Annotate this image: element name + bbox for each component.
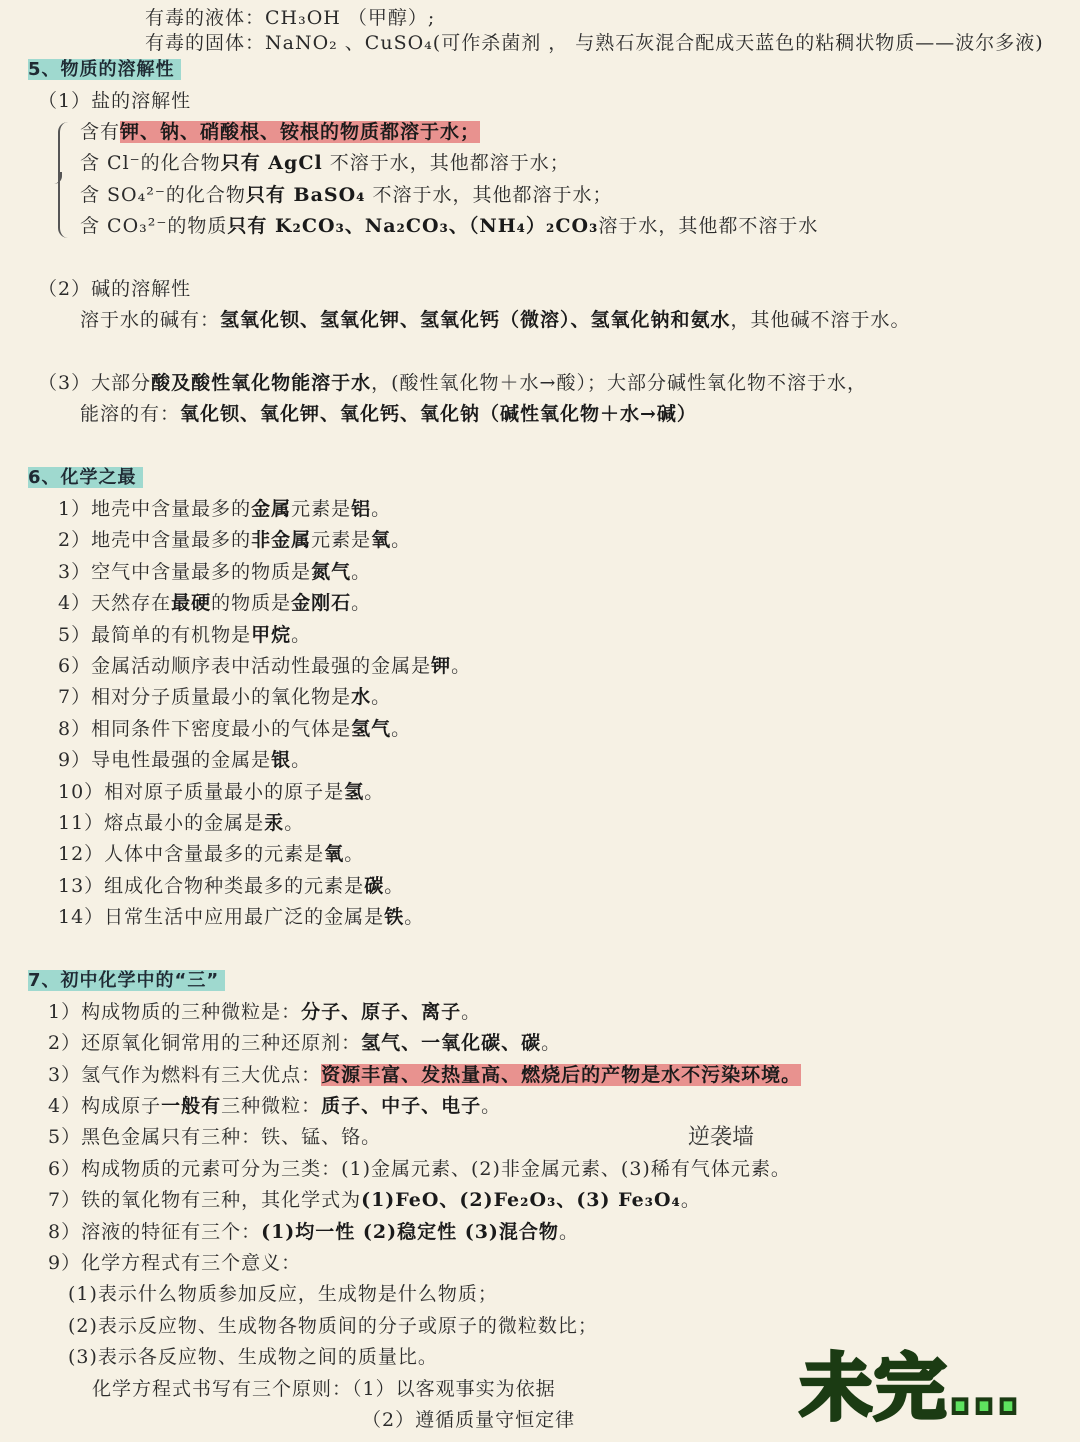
- bold-text: 氢: [344, 780, 365, 803]
- bold-text: 氢氧化钡、氢氧化钾、氢氧化钙（微溶）、氢氧化钠和氨水: [220, 309, 731, 331]
- text: 。: [481, 1095, 502, 1117]
- list-item: [58, 779, 384, 805]
- text: 9）化学方程式有三个意义：: [48, 1252, 302, 1274]
- text: 。: [351, 592, 372, 615]
- text: ，(酸性氧化物＋水→酸）；大部分碱性氧化物不溶于水，: [371, 372, 867, 394]
- bold-text: 只有 K₂CO₃、Na₂CO₃、（NH₄）₂CO₃: [227, 215, 599, 237]
- text: 三种微粒：: [221, 1095, 322, 1117]
- list-item: [48, 1250, 301, 1276]
- list-subitem: [68, 1313, 598, 1339]
- text: 13）组成化合物种类最多的元素是: [58, 874, 365, 897]
- text: 。: [364, 780, 385, 803]
- highlight-text: 钾、钠、硝酸根、铵根的物质都溶于水；: [120, 121, 481, 143]
- list-item: [58, 527, 411, 553]
- text: (1)表示什么物质参加反应，生成物是什么物质；: [68, 1283, 498, 1305]
- text: 溶于水的碱有：: [80, 309, 221, 331]
- text: 9）导电性最强的金属是: [58, 749, 272, 772]
- list-item: [58, 622, 311, 648]
- list-item: [48, 1219, 579, 1245]
- text: 5）黑色金属只有三种：铁、锰、铬。: [48, 1126, 382, 1148]
- text: 。: [291, 623, 312, 646]
- text: (2)表示反应物、生成物各物质间的分子或原子的微粒数比；: [68, 1315, 598, 1337]
- text: 含 SO₄²⁻的化合物: [80, 184, 246, 206]
- list-item: [48, 1187, 701, 1213]
- bold-text: 氮气: [311, 560, 352, 583]
- bold-text: 钾: [431, 655, 452, 677]
- list-item: [58, 590, 371, 616]
- text: 6）金属活动顺序表中活动性最强的金属是: [58, 655, 432, 677]
- text: 2）地壳中含量最多的: [58, 529, 252, 552]
- text: （2）碱的溶解性: [38, 278, 192, 300]
- bold-text: 铝: [351, 498, 372, 520]
- text: 4）天然存在: [58, 592, 172, 615]
- list-item: [58, 904, 424, 930]
- text: （3）大部分: [38, 372, 152, 394]
- text: 。: [371, 686, 392, 709]
- text: （1）盐的溶解性: [38, 90, 192, 112]
- text: 。: [344, 843, 365, 866]
- text: 10）相对原子质量最小的原子是: [58, 780, 345, 803]
- text: 化学方程式书写有三个原则：（1）以客观事实为依据: [92, 1378, 556, 1400]
- bold-text: 银: [271, 749, 292, 772]
- text: 能溶的有：: [80, 403, 181, 425]
- salt-rule-4: [80, 213, 818, 239]
- text: 。: [384, 874, 405, 897]
- bold-text: 只有 AgCl: [220, 152, 323, 174]
- section-title: 7、初中化学中的“三”: [28, 970, 225, 991]
- text: 1）构成物质的三种微粒是：: [48, 1001, 302, 1023]
- list-item: [58, 653, 471, 679]
- bold-text: 分子、原子、离子: [301, 1001, 462, 1023]
- text: 。: [291, 749, 312, 772]
- text: 。: [391, 717, 412, 740]
- list-subitem: [68, 1281, 498, 1307]
- salt-rule-2: [80, 150, 570, 176]
- text: 的物质是: [211, 592, 292, 615]
- bold-text: 汞: [264, 812, 285, 834]
- text: 8）溶液的特征有三个：: [48, 1221, 262, 1243]
- bold-text: 只有 BaSO₄: [245, 184, 366, 206]
- watermark: 逆袭墙: [688, 1125, 755, 1150]
- bold-text: 氧化钡、氧化钾、氧化钙、氧化钠（碱性氧化物＋水→碱）: [180, 403, 697, 425]
- text: 6）构成物质的元素可分为三类：(1)金属元素、(2)非金属元素、(3)稀有气体元素。: [48, 1158, 791, 1180]
- text: 12）人体中含量最多的元素是: [58, 843, 325, 866]
- bold-text: 金属: [251, 498, 292, 520]
- text: 。: [351, 560, 372, 583]
- base-solubility-heading: [38, 276, 191, 302]
- text: 5）最简单的有机物是: [58, 623, 252, 646]
- text: 8）相同条件下密度最小的气体是: [58, 717, 352, 740]
- text: 。: [371, 498, 392, 520]
- unfinished-stamp: 未完…: [800, 1346, 1023, 1430]
- highlight-text: [321, 1064, 801, 1086]
- text: 不溶于水，其他都溶于水；: [372, 184, 613, 206]
- bold-text: 金刚石: [291, 592, 352, 615]
- text: 3）空气中含量最多的物质是: [58, 560, 312, 583]
- bold-text: 碳: [364, 874, 385, 897]
- list-item: [58, 873, 404, 899]
- text: 。: [404, 906, 425, 929]
- bold-text: 资源丰富、发热量高、燃烧后的产物是水不污染环境: [321, 1064, 782, 1086]
- section-title: 5、物质的溶解性: [28, 59, 181, 80]
- list-item: [92, 1376, 556, 1402]
- text: 1）地壳中含量最多的: [58, 498, 252, 520]
- list-item: [48, 1093, 501, 1119]
- text: 含 CO₃²⁻的物质: [80, 215, 228, 237]
- text: 元素是: [311, 529, 372, 552]
- text: 有毒的液体：CH₃OH （甲醇）;: [145, 7, 436, 29]
- text: 含 Cl⁻的化合物: [80, 152, 221, 174]
- text: 。: [391, 529, 412, 552]
- bold-text: 氢气、一氧化碳、碳: [361, 1032, 542, 1054]
- list-item: [48, 999, 481, 1025]
- text: 。: [461, 1001, 482, 1023]
- text: 。: [558, 1221, 579, 1243]
- list-item: [48, 1030, 561, 1056]
- section-7-heading: [28, 967, 225, 994]
- bold-text: 一般有: [161, 1095, 222, 1117]
- text: 。: [781, 1064, 802, 1086]
- text: 溶于水，其他都不溶于水: [598, 215, 819, 237]
- text: 。: [680, 1189, 701, 1211]
- text: 不溶于水，其他都溶于水；: [329, 152, 570, 174]
- text: （2）遵循质量守恒定律: [362, 1409, 576, 1431]
- list-item: [58, 716, 411, 742]
- text: 4）构成原子: [48, 1095, 162, 1117]
- list-subitem: [362, 1407, 575, 1433]
- bold-text: 酸及酸性氧化物能溶于水: [151, 372, 372, 394]
- bold-text: 水: [351, 686, 372, 709]
- list-item: [58, 810, 304, 836]
- salt-solubility-heading: [38, 88, 191, 114]
- list-item: [48, 1062, 801, 1088]
- bold-text: 非金属: [251, 529, 312, 552]
- text: 7）铁的氧化物有三种，其化学式为: [48, 1189, 362, 1211]
- bold-text: 甲烷: [251, 623, 292, 646]
- text: 含有: [80, 121, 121, 143]
- text: 11）熔点最小的金属是: [58, 812, 265, 834]
- list-item: [58, 841, 364, 867]
- acid-rule: [38, 370, 867, 396]
- list-item: [58, 684, 391, 710]
- list-item: [58, 747, 311, 773]
- list-item: [48, 1156, 791, 1182]
- bold-text: (1)FeO、(2)Fe₂O₃、(3) Fe₃O₄: [361, 1189, 681, 1211]
- bold-text: 最硬: [171, 592, 212, 615]
- bold-text: 氧: [324, 843, 345, 866]
- bold-text: 质子、中子、电子: [321, 1095, 482, 1117]
- list-item: [58, 559, 371, 585]
- text: 14）日常生活中应用最广泛的金属是: [58, 906, 385, 929]
- salt-rule-3: [80, 182, 613, 208]
- text: 。: [451, 655, 472, 677]
- list-item: [48, 1124, 381, 1150]
- section-title: 6、化学之最: [28, 467, 143, 488]
- bold-text: 氢气: [351, 717, 392, 740]
- oxide-rule: [80, 401, 697, 427]
- text: 有毒的固体：NaNO₂ 、CuSO₄(可作杀菌剂 ， 与熟石灰混合配成天蓝色的粘稠状物质——波尔多液): [145, 32, 1044, 54]
- text: 2）还原氧化铜常用的三种还原剂：: [48, 1032, 362, 1054]
- toxic-solid-line: [145, 30, 1044, 56]
- bold-text: 铁: [384, 906, 405, 929]
- toxic-liquid-line: [145, 5, 435, 31]
- text: 7）相对分子质量最小的氧化物是: [58, 686, 352, 709]
- text: (3)表示各反应物、生成物之间的质量比。: [68, 1346, 438, 1368]
- text: 3）氢气作为燃料有三大优点：: [48, 1064, 322, 1086]
- list-item: [58, 496, 391, 522]
- text: 。: [284, 812, 305, 834]
- bold-text: (1)均一性 (2)稳定性 (3)混合物: [261, 1221, 559, 1243]
- section-6-heading: [28, 464, 143, 491]
- salt-rule-1: [80, 119, 480, 145]
- base-rule: [80, 307, 911, 333]
- bold-text: 氧: [371, 529, 392, 552]
- text: 元素是: [291, 498, 352, 520]
- text: ，其他碱不溶于水。: [730, 309, 911, 331]
- text: 。: [541, 1032, 562, 1054]
- section-5-heading: [28, 56, 181, 83]
- list-subitem: [68, 1344, 438, 1370]
